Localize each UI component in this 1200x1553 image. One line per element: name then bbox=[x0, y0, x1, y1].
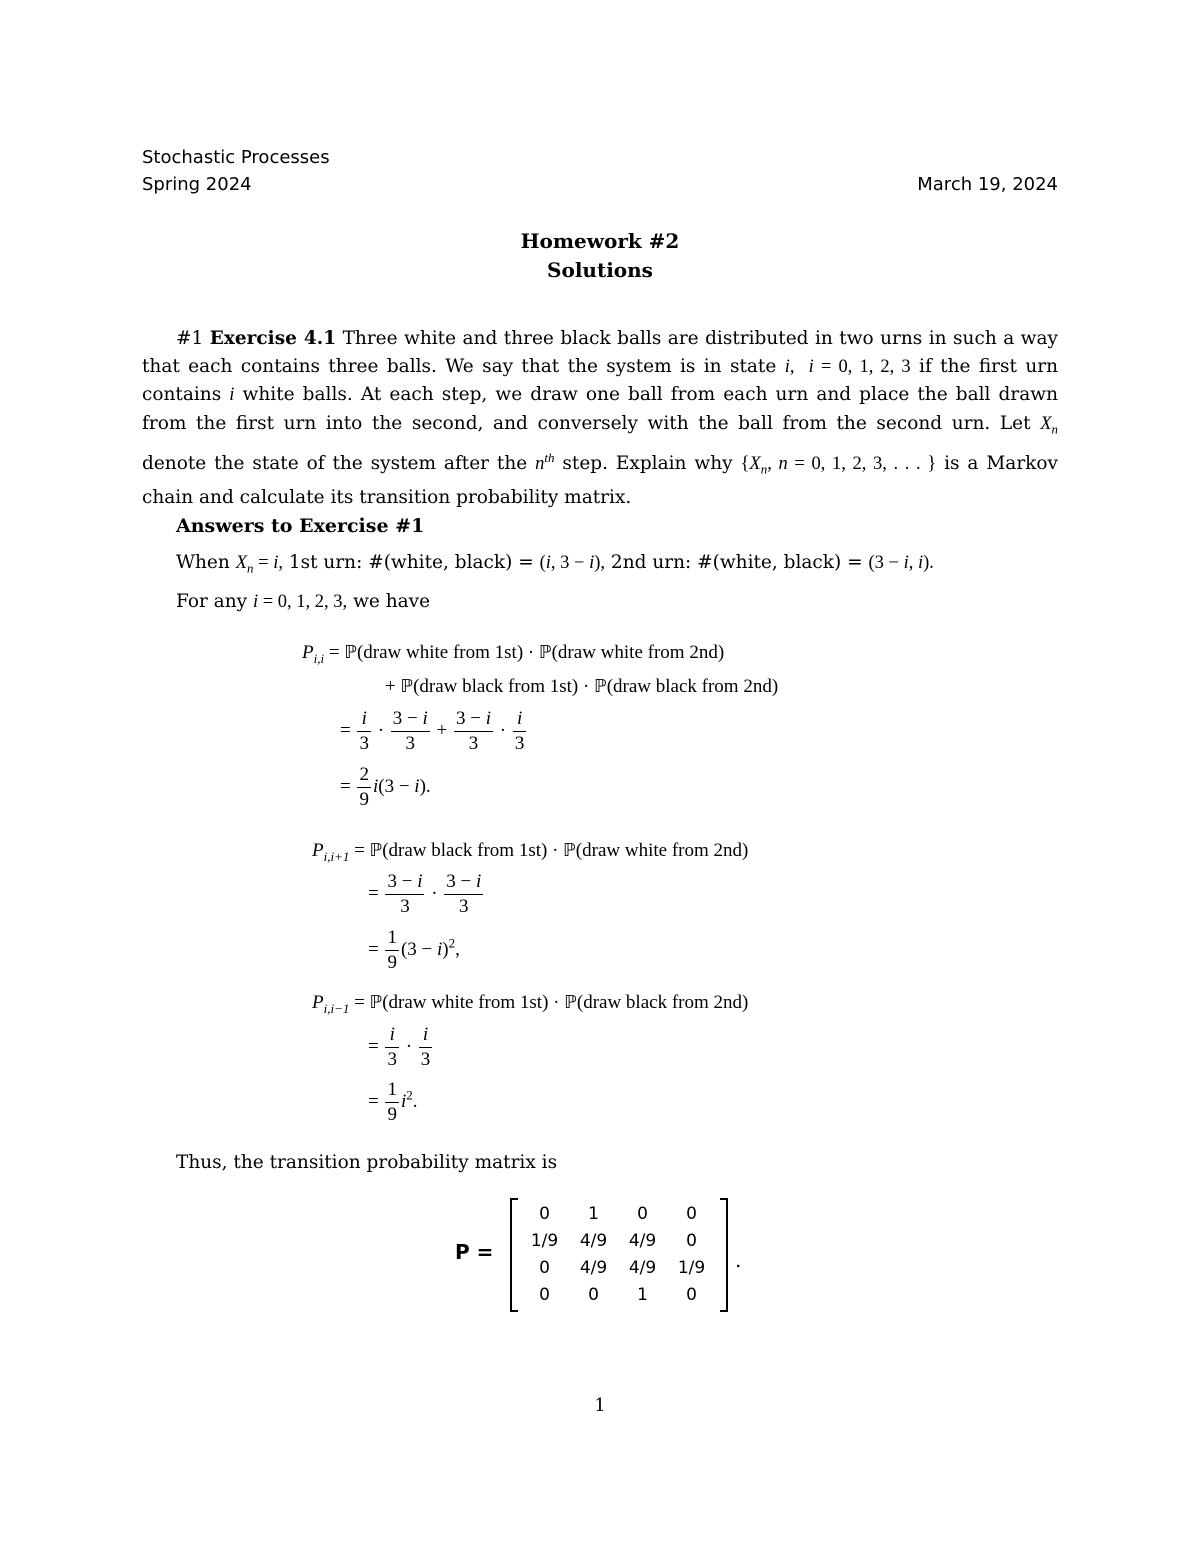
left-bracket bbox=[510, 1198, 518, 1312]
matrix-cell: 0 bbox=[686, 1203, 697, 1224]
matrix-cell: 0 bbox=[686, 1230, 697, 1251]
equation-pii1-line3: = $\frac{1}{9}$ $(3 - i)^2$, bbox=[368, 927, 460, 973]
right-bracket bbox=[720, 1198, 728, 1312]
problem-number: #1 bbox=[176, 328, 204, 349]
problem-text: step. Explain why bbox=[562, 452, 733, 474]
matrix-cell: 0 bbox=[588, 1284, 599, 1305]
equation-pii-line4: = $\frac{2}{9}$ i(3 − i). bbox=[340, 764, 431, 810]
matrix-label: P = bbox=[455, 1240, 494, 1264]
problem-text: is a Markov chain and calculate its transition probability matrix. bbox=[142, 452, 1058, 508]
exercise-label: Exercise 4.1 bbox=[209, 328, 337, 349]
matrix-cell: 4/9 bbox=[579, 1230, 608, 1251]
prob-text: (draw black from 1st) bbox=[413, 676, 579, 697]
matrix-cell: 1 bbox=[637, 1284, 648, 1305]
matrix-row bbox=[520, 1227, 716, 1254]
date: March 19, 2024 bbox=[917, 174, 1058, 195]
problem-text: denote the state of the system after the bbox=[142, 452, 528, 474]
prob-text: (draw white from 2nd) bbox=[575, 840, 749, 861]
matrix-cell: 1 bbox=[588, 1203, 599, 1224]
answer-text: 2nd urn: #(white, black) = bbox=[610, 552, 863, 573]
transition-matrix bbox=[510, 1198, 728, 1312]
prob-text: (draw white from 2nd) bbox=[551, 642, 725, 663]
matrix-cell: 0 bbox=[637, 1203, 648, 1224]
matrix-cell: 0 bbox=[539, 1284, 550, 1305]
problem-text: white balls. At each step, we draw one ball from each urn and place the ball drawn from the first urn into the second, and conversely with the ball from the second urn. Let bbox=[142, 384, 1059, 434]
answer-text: For any bbox=[176, 591, 248, 612]
equation-pii-1-line3: = $\frac{1}{9}$ $i^2$. bbox=[368, 1079, 418, 1125]
equation-pii-line1: $P_{i,i}$ = ℙ(draw white from 1st) · ℙ(draw white from 2nd) bbox=[302, 642, 725, 666]
equation-pii1-line2: = $\frac{3 - i}{3}$ · $\frac{3 - i}{3}$ bbox=[368, 871, 482, 917]
answer-text: we have bbox=[353, 591, 431, 612]
prob-text: (draw black from 2nd) bbox=[606, 676, 779, 697]
prob-text: (draw white from 1st) bbox=[382, 992, 549, 1013]
matrix-row bbox=[520, 1200, 716, 1227]
for-any-line: For any i = 0, 1, 2, 3, we have bbox=[176, 591, 431, 612]
matrix-table bbox=[520, 1200, 716, 1308]
matrix-cell: 4/9 bbox=[628, 1230, 657, 1251]
homework-title: Homework #2 bbox=[520, 229, 680, 253]
answer-text: 1st urn: #(white, black) = bbox=[288, 552, 534, 573]
matrix-cell: 1/9 bbox=[530, 1230, 559, 1251]
matrix-row bbox=[520, 1281, 716, 1308]
term: Spring 2024 bbox=[142, 174, 252, 195]
prob-text: (draw white from 1st) bbox=[356, 642, 524, 663]
matrix-cell: 4/9 bbox=[579, 1257, 608, 1278]
problem-statement: #1 Exercise 4.1 Three white and three black balls are distributed in two urns in such a way that each contains three balls. We say that the system is in state i, i = 0, 1, 2, 3 if the first urn contains i white balls. At each step, we draw one ball from each urn and place the ball drawn from the first urn into the second, and conversely with the ball from the second urn. Let $X_n$ denote the state of the system after the $n^{th}$ step. Explain why {$X_n$, n = 0, 1, 2, 3, . . . } is a Markov chain and calculate its transition probability matrix. bbox=[142, 328, 1059, 508]
solutions-title: Solutions bbox=[547, 258, 653, 282]
matrix-row bbox=[520, 1254, 716, 1281]
answer-heading: Answers to Exercise #1 bbox=[176, 515, 425, 537]
answer-text: When bbox=[176, 552, 230, 573]
prob-text: (draw black from 2nd) bbox=[576, 992, 749, 1013]
matrix-cell: 0 bbox=[539, 1203, 550, 1224]
problem-text: if the first urn contains bbox=[142, 356, 1058, 406]
matrix-cell: 0 bbox=[539, 1257, 550, 1278]
equation-pii-1-line2: = $\frac{i}{3}$ · $\frac{i}{3}$ bbox=[368, 1024, 431, 1070]
equation-pii1-line1: $P_{i,i+1}$ = ℙ(draw black from 1st) · ℙ(draw white from 2nd) bbox=[312, 840, 749, 864]
matrix-symbol: P bbox=[455, 1240, 470, 1264]
matrix-period: . bbox=[735, 1248, 742, 1272]
page-number: 1 bbox=[594, 1395, 606, 1416]
matrix-cell: 0 bbox=[686, 1284, 697, 1305]
prob-text: (draw black from 1st) bbox=[382, 840, 548, 861]
equation-pii-1-line1: $P_{i,i-1}$ = ℙ(draw white from 1st) · ℙ(draw black from 2nd) bbox=[312, 992, 749, 1016]
matrix-cell: 1/9 bbox=[677, 1257, 706, 1278]
when-line: When $X_n = i$, 1st urn: #(white, black) = (i, 3 − i), 2nd urn: #(white, black) = (3 − i, i). bbox=[176, 552, 934, 576]
thus-line: Thus, the transition probability matrix is bbox=[176, 1152, 558, 1173]
matrix-cell: 4/9 bbox=[628, 1257, 657, 1278]
equation-pii-line2: + ℙ(draw black from 1st) · ℙ(draw black from 2nd) bbox=[385, 676, 779, 697]
course-name: Stochastic Processes bbox=[142, 147, 330, 168]
problem-text: Three white and three black balls are distributed in two urns in such a way that each contains three balls. We say that the system is in state bbox=[142, 328, 1058, 378]
equation-pii-line3: = $\frac{i}{3}$ · $\frac{3 - i}{3}$ + $\frac{3 - i}{3}$ · $\frac{i}{3}$ bbox=[340, 708, 525, 754]
